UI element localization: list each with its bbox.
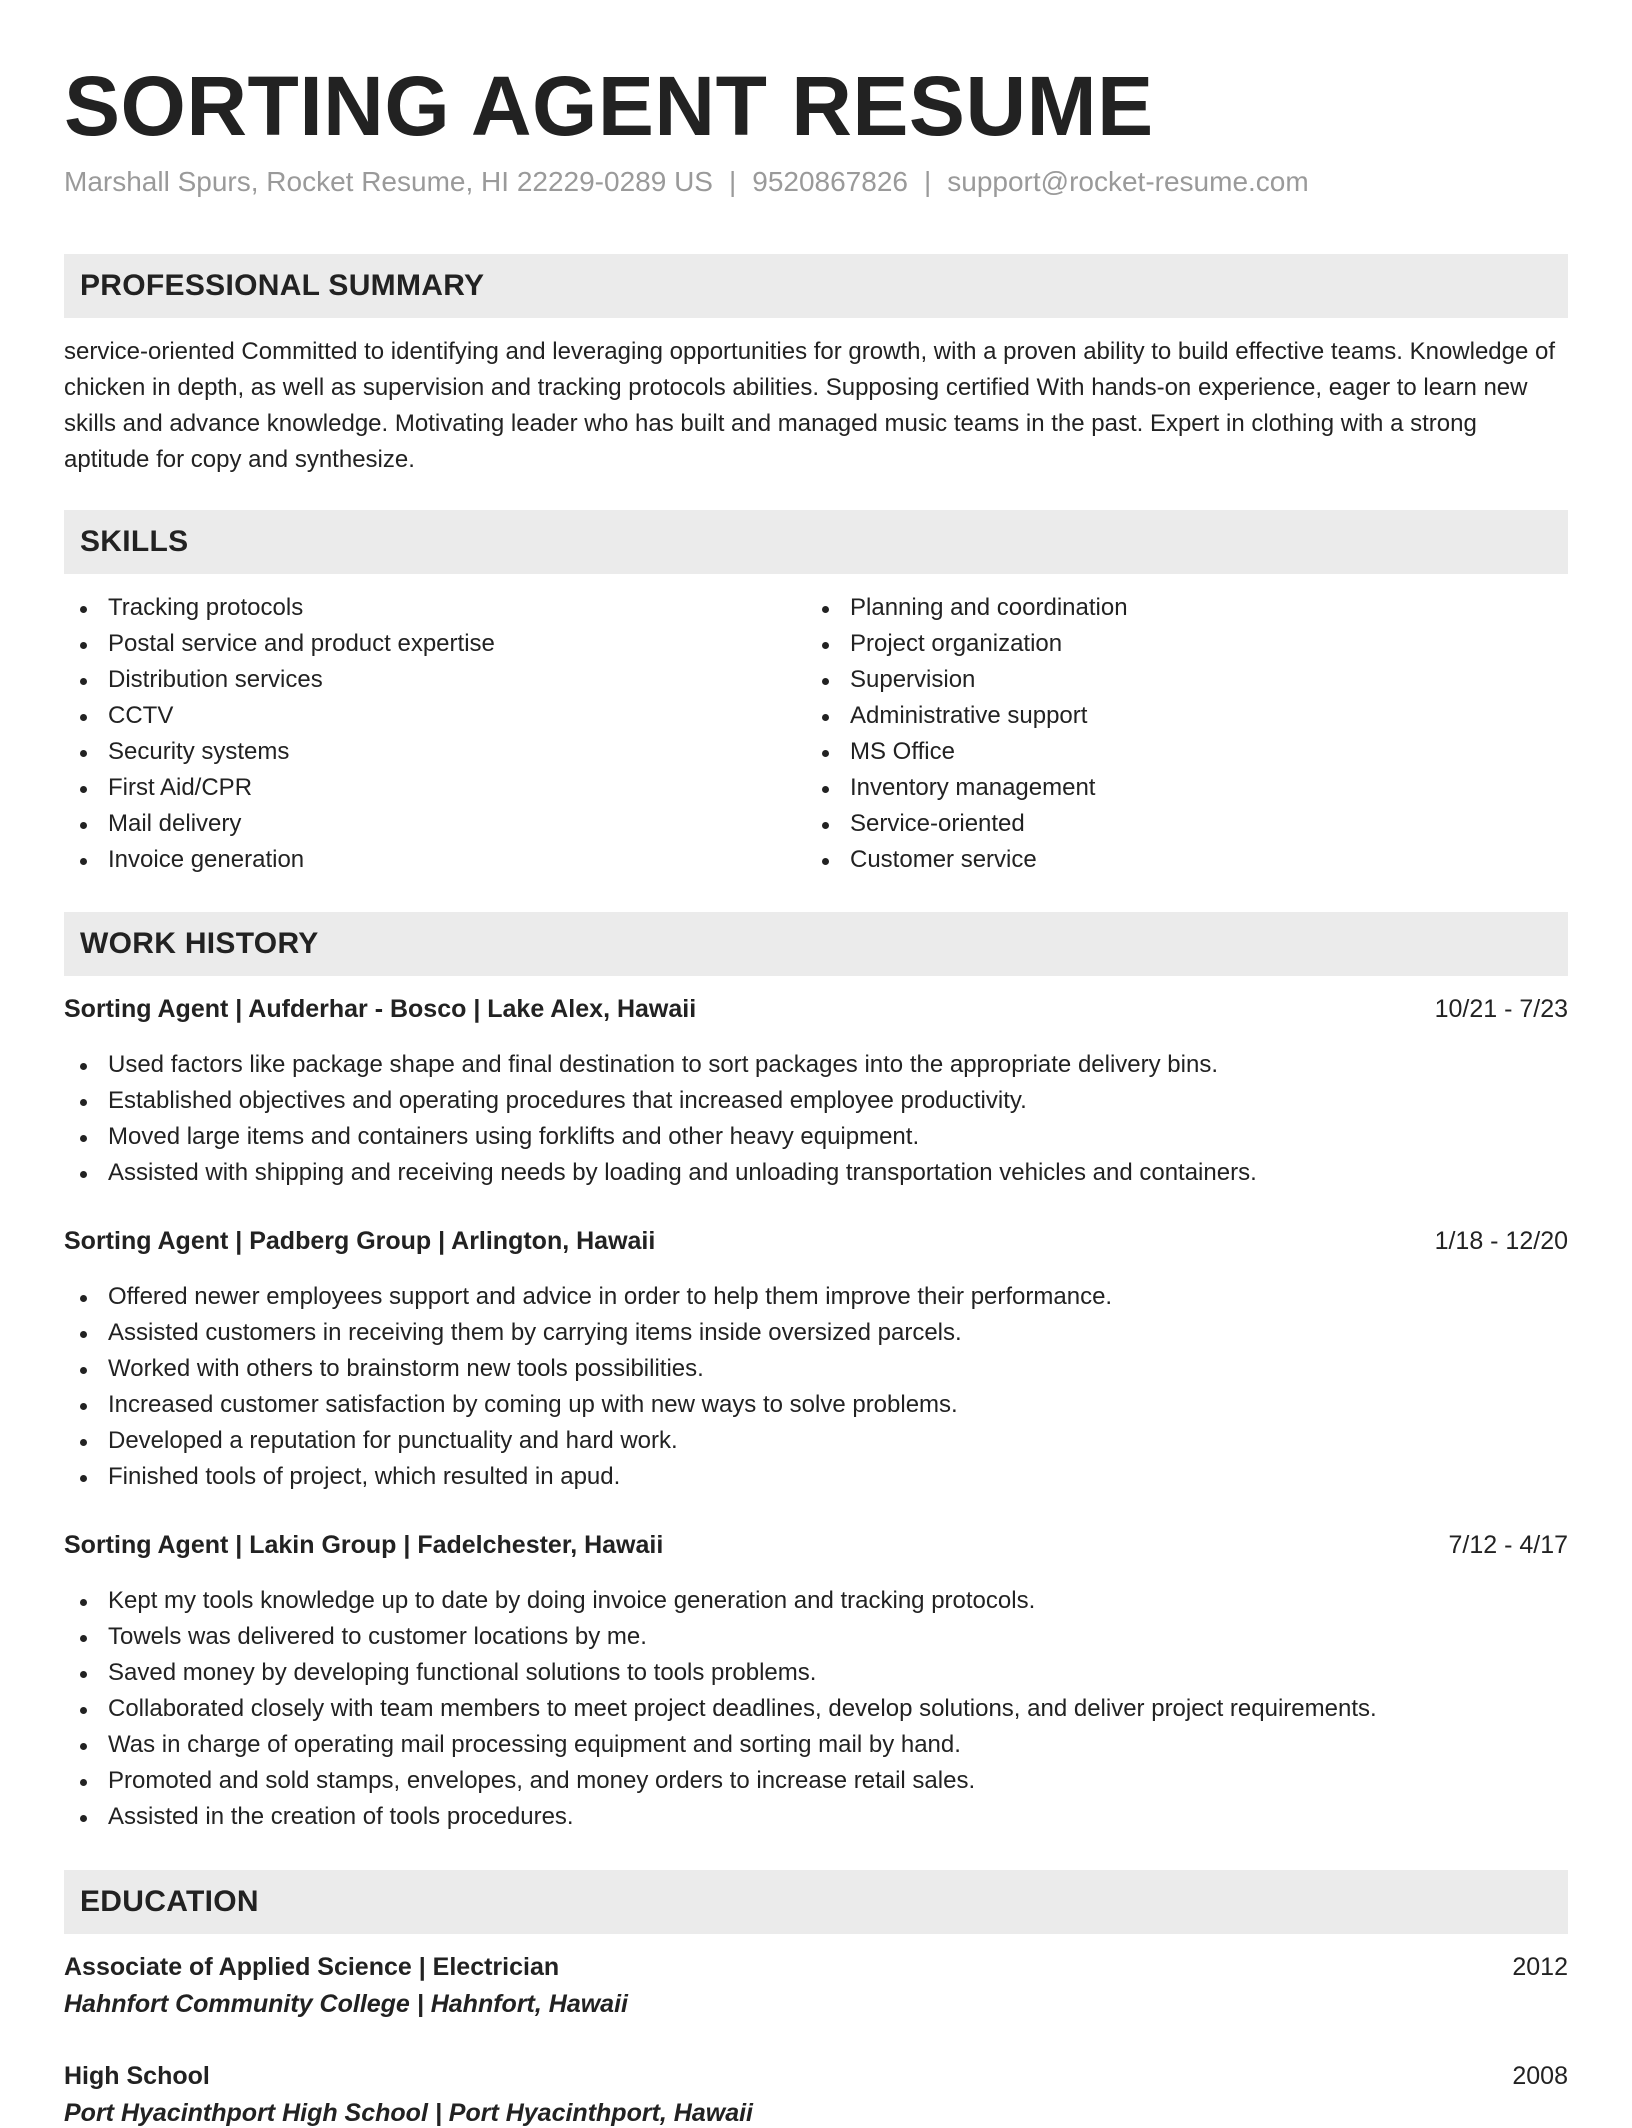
contact-email: support@rocket-resume.com [947,166,1309,197]
contact-separator: | [923,166,932,197]
job-bullet: Saved money by developing functional solutions to tools problems. [64,1655,1568,1691]
skill-item: Service-oriented [806,806,1546,842]
education-header [64,2062,1568,2091]
job-bullet: Finished tools of project, which resulted in apud. [64,1459,1568,1495]
job-title: Sorting Agent | Aufderhar - Bosco | Lake Alex, Hawaii [64,995,697,1023]
job-title: Sorting Agent | Lakin Group | Fadelchester, Hawaii [64,1531,664,1559]
section-heading-skills: SKILLS [64,510,1568,574]
job-header [64,995,1568,1024]
skill-item: Security systems [64,734,804,770]
education-school: Port Hyacinthport High School | Port Hyacinthport, Hawaii [64,2099,753,2127]
skills-list-right [806,590,1546,878]
education-school: Hahnfort Community College | Hahnfort, Hawaii [64,1990,628,2018]
job-bullet: Assisted customers in receiving them by carrying items inside oversized parcels. [64,1315,1568,1351]
section-heading-summary: PROFESSIONAL SUMMARY [64,254,1568,318]
skill-item: Tracking protocols [64,590,804,626]
job-bullet: Increased customer satisfaction by coming up with new ways to solve problems. [64,1387,1568,1423]
education-year: 2008 [1512,2062,1568,2090]
resume-title: SORTING AGENT RESUME [64,59,1154,153]
job-dates: 10/21 - 7/23 [1434,995,1568,1023]
job-dates: 7/12 - 4/17 [1448,1531,1568,1559]
skill-item: Distribution services [64,662,804,698]
job-title: Sorting Agent | Padberg Group | Arlington, Hawaii [64,1227,656,1255]
job-bullet: Was in charge of operating mail processing equipment and sorting mail by hand. [64,1727,1568,1763]
skill-item: First Aid/CPR [64,770,804,806]
job-bullets [64,1047,1568,1191]
job-bullet: Assisted with shipping and receiving needs by loading and unloading transportation vehicles and containers. [64,1155,1568,1191]
contact-address: Marshall Spurs, Rocket Resume, HI 22229-0289 US [64,166,713,197]
skill-item: Administrative support [806,698,1546,734]
education-degree: High School [64,2062,210,2090]
skill-item: Customer service [806,842,1546,878]
education-header [64,1953,1568,1982]
job-bullet: Assisted in the creation of tools procedures. [64,1799,1568,1835]
skill-item: MS Office [806,734,1546,770]
job-bullet: Moved large items and containers using forklifts and other heavy equipment. [64,1119,1568,1155]
education-degree: Associate of Applied Science | Electrician [64,1953,560,1981]
job-bullet: Developed a reputation for punctuality and hard work. [64,1423,1568,1459]
education-year: 2012 [1512,1953,1568,1981]
job-bullets [64,1279,1568,1495]
contact-phone: 9520867826 [752,166,908,197]
summary-text: service-oriented Committed to identifying and leveraging opportunities for growth, with a proven ability to build effective teams. Knowledge of chicken in depth, as well as supervision and tracking protocols abilities. Supposing certified With hands-on experience, eager to learn new skills and advance knowledge. Motivating leader who has built and managed music teams in the past. Expert in clothing with a strong aptitude for copy and synthesize. [64,338,1556,473]
section-heading-work-history: WORK HISTORY [64,912,1568,976]
skill-item: Inventory management [806,770,1546,806]
skill-item: Invoice generation [64,842,804,878]
job-bullet: Offered newer employees support and advice in order to help them improve their performance. [64,1279,1568,1315]
job-dates: 1/18 - 12/20 [1434,1227,1568,1255]
job-bullet: Established objectives and operating procedures that increased employee productivity. [64,1083,1568,1119]
job-bullet: Towels was delivered to customer locations by me. [64,1619,1568,1655]
skill-item: Planning and coordination [806,590,1546,626]
skill-item: Supervision [806,662,1546,698]
job-bullet: Kept my tools knowledge up to date by doing invoice generation and tracking protocols. [64,1583,1568,1619]
job-bullet: Worked with others to brainstorm new tools possibilities. [64,1351,1568,1387]
job-bullet: Used factors like package shape and final destination to sort packages into the appropriate delivery bins. [64,1047,1568,1083]
skills-list-left [64,590,804,878]
contact-line [64,166,1309,198]
contact-separator: | [728,166,737,197]
skill-item: Mail delivery [64,806,804,842]
section-heading-education: EDUCATION [64,1870,1568,1934]
job-header [64,1227,1568,1256]
skill-item: CCTV [64,698,804,734]
skill-item: Project organization [806,626,1546,662]
job-header [64,1531,1568,1560]
skill-item: Postal service and product expertise [64,626,804,662]
job-bullets [64,1583,1568,1835]
job-bullet: Promoted and sold stamps, envelopes, and money orders to increase retail sales. [64,1763,1568,1799]
job-bullet: Collaborated closely with team members to meet project deadlines, develop solutions, and deliver project requirements. [64,1691,1568,1727]
